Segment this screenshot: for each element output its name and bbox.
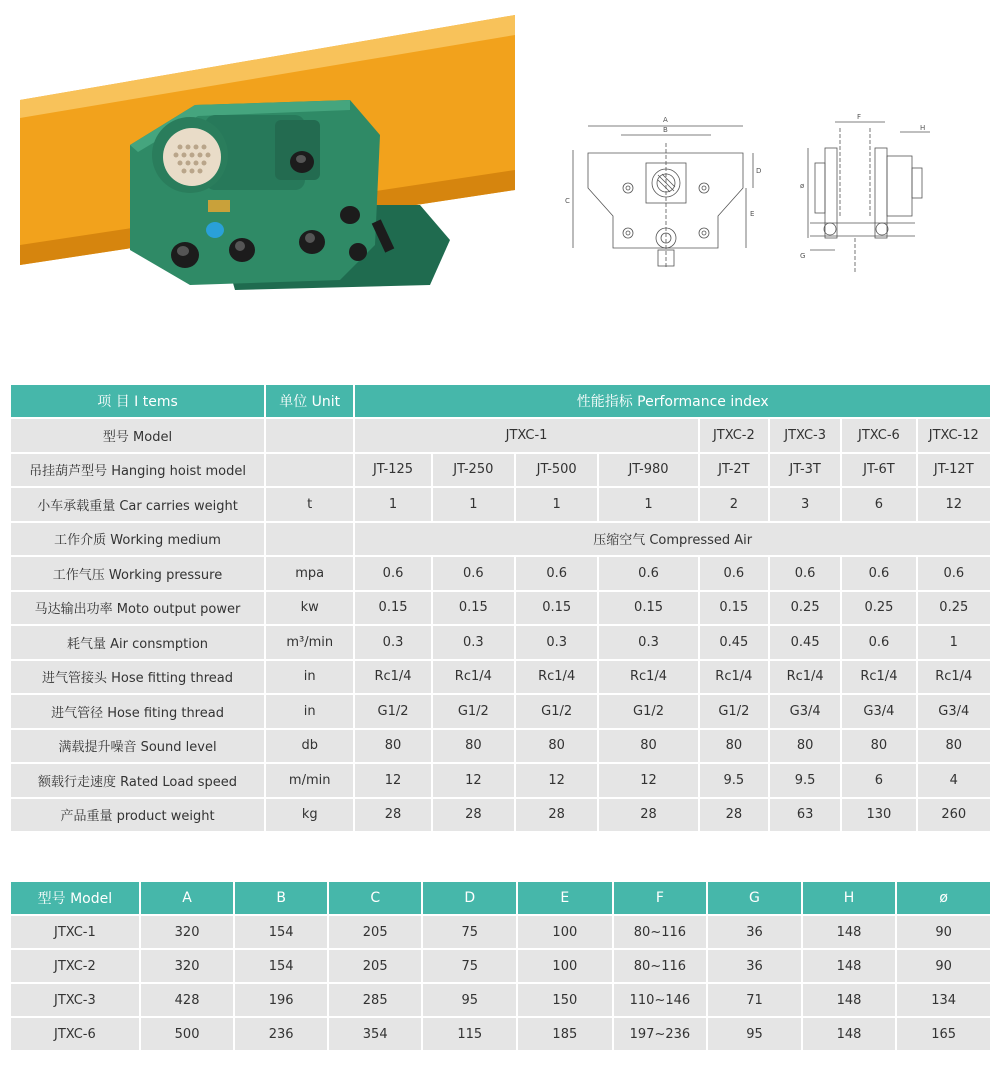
dimension-cell: 36 — [708, 950, 801, 982]
dimension-cell: 75 — [423, 950, 516, 982]
dimension-cell: 428 — [141, 984, 234, 1016]
dimension-cell: 154 — [235, 950, 327, 982]
value-cell: 3 — [770, 488, 840, 521]
merged-value-cell: 压缩空气 Compressed Air — [355, 523, 990, 556]
dimension-cell: 134 — [897, 984, 990, 1016]
dimension-cell: 354 — [329, 1018, 422, 1050]
dimension-cell: 148 — [803, 1018, 896, 1050]
dims-header-cell: H — [803, 882, 896, 914]
unit-cell: m/min — [266, 764, 353, 797]
dimension-cell: 205 — [329, 916, 422, 948]
dim-label-b: B — [663, 126, 668, 134]
value-cell: 80 — [599, 730, 697, 763]
unit-cell: t — [266, 488, 353, 521]
value-cell: Rc1/4 — [700, 661, 768, 694]
dimensions-table — [9, 880, 992, 1052]
dim-label-h: H — [920, 124, 926, 132]
dimension-cell: 185 — [518, 1018, 612, 1050]
unit-cell: in — [266, 661, 353, 694]
value-cell: 130 — [842, 799, 915, 832]
value-cell: G3/4 — [918, 695, 990, 728]
row-label: 进气管接头 Hose fitting thread — [11, 661, 264, 694]
value-cell: 28 — [599, 799, 697, 832]
dims-header-cell: B — [235, 882, 327, 914]
dimension-cell: 320 — [141, 916, 234, 948]
dimension-cell: 90 — [897, 916, 990, 948]
value-cell: 80 — [842, 730, 915, 763]
value-cell: G1/2 — [355, 695, 430, 728]
value-cell: 28 — [433, 799, 514, 832]
row-label: 型号 Model — [11, 419, 264, 452]
value-cell: 12 — [516, 764, 597, 797]
performance-header: 性能指标 Performance index — [355, 385, 990, 417]
value-cell: 0.6 — [842, 626, 915, 659]
value-cell: 6 — [842, 488, 915, 521]
dimension-cell: 100 — [518, 916, 612, 948]
dimension-cell: 148 — [803, 984, 896, 1016]
value-cell: 0.15 — [599, 592, 697, 625]
dim-label-g: G — [800, 252, 806, 260]
value-cell: JT-980 — [599, 454, 697, 487]
value-cell: 0.25 — [770, 592, 840, 625]
value-cell: JT-2T — [700, 454, 768, 487]
performance-spec-table — [9, 383, 992, 833]
unit-cell: db — [266, 730, 353, 763]
dim-label-dia: ø — [800, 182, 805, 190]
row-label: 工作介质 Working medium — [11, 523, 264, 556]
dimension-cell: 71 — [708, 984, 801, 1016]
value-cell: 9.5 — [700, 764, 768, 797]
value-cell: 0.45 — [700, 626, 768, 659]
spec-row — [11, 764, 990, 797]
dimension-cell: 205 — [329, 950, 422, 982]
model-cell: JTXC-3 — [11, 984, 139, 1016]
dims-header-cell: E — [518, 882, 612, 914]
model-cell: JTXC-1 — [11, 916, 139, 948]
value-cell: 80 — [516, 730, 597, 763]
dimension-cell: 196 — [235, 984, 327, 1016]
value-cell: JT-12T — [918, 454, 990, 487]
value-cell: 0.15 — [355, 592, 430, 625]
dimension-cell: 197~236 — [614, 1018, 707, 1050]
spec-row — [11, 730, 990, 763]
value-cell: G1/2 — [433, 695, 514, 728]
dims-row — [11, 984, 990, 1016]
unit-cell — [266, 523, 353, 556]
model-cell: JTXC-6 — [11, 1018, 139, 1050]
unit-cell — [266, 419, 353, 452]
dimension-cell: 75 — [423, 916, 516, 948]
value-cell: Rc1/4 — [770, 661, 840, 694]
value-cell: 0.25 — [842, 592, 915, 625]
row-label: 额载行走速度 Rated Load speed — [11, 764, 264, 797]
dim-label-c: C — [565, 197, 570, 205]
dims-header-cell: F — [614, 882, 707, 914]
row-label: 小车承载重量 Car carries weight — [11, 488, 264, 521]
value-cell: 260 — [918, 799, 990, 832]
value-cell: 0.6 — [516, 557, 597, 590]
value-cell: 9.5 — [770, 764, 840, 797]
dimension-cell: 285 — [329, 984, 422, 1016]
value-cell: 28 — [516, 799, 597, 832]
value-cell: 80 — [355, 730, 430, 763]
row-label: 耗气量 Air consmption — [11, 626, 264, 659]
unit-cell: mpa — [266, 557, 353, 590]
dims-row — [11, 1018, 990, 1050]
dim-label-e: E — [750, 210, 755, 218]
value-cell: 28 — [700, 799, 768, 832]
model-jtxc12-cell: JTXC-12 — [918, 419, 990, 452]
value-cell: 28 — [355, 799, 430, 832]
value-cell: Rc1/4 — [842, 661, 915, 694]
dimension-cell: 110~146 — [614, 984, 707, 1016]
value-cell: 1 — [355, 488, 430, 521]
value-cell: 12 — [918, 488, 990, 521]
value-cell: G1/2 — [516, 695, 597, 728]
value-cell: 0.3 — [516, 626, 597, 659]
value-cell: 12 — [433, 764, 514, 797]
value-cell: 6 — [842, 764, 915, 797]
dimension-cell: 100 — [518, 950, 612, 982]
value-cell: Rc1/4 — [516, 661, 597, 694]
dim-label-d: D — [756, 167, 762, 175]
value-cell: 0.15 — [516, 592, 597, 625]
model-jtxc1-cell: JTXC-1 — [355, 419, 697, 452]
dimension-cell: 165 — [897, 1018, 990, 1050]
items-header: 项 目 I tems — [11, 385, 264, 417]
model-cell: JTXC-2 — [11, 950, 139, 982]
value-cell: JT-250 — [433, 454, 514, 487]
dimension-cell: 36 — [708, 916, 801, 948]
value-cell: Rc1/4 — [599, 661, 697, 694]
row-label: 产品重量 product weight — [11, 799, 264, 832]
row-label: 马达输出功率 Moto output power — [11, 592, 264, 625]
value-cell: 4 — [918, 764, 990, 797]
dims-header-row — [11, 882, 990, 914]
value-cell: 80 — [433, 730, 514, 763]
model-row — [11, 419, 990, 452]
value-cell: Rc1/4 — [918, 661, 990, 694]
value-cell: 0.6 — [433, 557, 514, 590]
value-cell: JT-500 — [516, 454, 597, 487]
dimension-cell: 150 — [518, 984, 612, 1016]
spec-row — [11, 488, 990, 521]
dimension-cell: 500 — [141, 1018, 234, 1050]
spec-header-row — [11, 385, 990, 417]
spec-row — [11, 523, 990, 556]
value-cell: G3/4 — [770, 695, 840, 728]
value-cell: 0.45 — [770, 626, 840, 659]
dim-label-f: F — [857, 113, 862, 121]
value-cell: 80 — [700, 730, 768, 763]
value-cell: JT-6T — [842, 454, 915, 487]
dimension-cell: 95 — [708, 1018, 801, 1050]
model-jtxc3-cell: JTXC-3 — [770, 419, 840, 452]
value-cell: G1/2 — [599, 695, 697, 728]
value-cell: 0.6 — [355, 557, 430, 590]
dimension-cell: 154 — [235, 916, 327, 948]
unit-cell — [266, 454, 353, 487]
unit-cell: kw — [266, 592, 353, 625]
value-cell: 80 — [918, 730, 990, 763]
value-cell: JT-3T — [770, 454, 840, 487]
dim-label-a: A — [663, 116, 668, 124]
value-cell: 63 — [770, 799, 840, 832]
value-cell: 0.25 — [918, 592, 990, 625]
row-label: 满载提升噪音 Sound level — [11, 730, 264, 763]
value-cell: 0.6 — [918, 557, 990, 590]
spec-row — [11, 454, 990, 487]
unit-header: 单位 Unit — [266, 385, 353, 417]
dimension-cell: 80~116 — [614, 916, 707, 948]
dims-row — [11, 916, 990, 948]
value-cell: 0.6 — [842, 557, 915, 590]
value-cell: G1/2 — [700, 695, 768, 728]
dimension-cell: 148 — [803, 916, 896, 948]
value-cell: 1 — [433, 488, 514, 521]
dims-header-cell: A — [141, 882, 234, 914]
value-cell: Rc1/4 — [433, 661, 514, 694]
dimension-cell: 148 — [803, 950, 896, 982]
spec-row — [11, 626, 990, 659]
value-cell: 0.15 — [433, 592, 514, 625]
row-label: 吊挂葫芦型号 Hanging hoist model — [11, 454, 264, 487]
dims-header-cell: D — [423, 882, 516, 914]
value-cell: 1 — [516, 488, 597, 521]
value-cell: 80 — [770, 730, 840, 763]
dims-header-cell: C — [329, 882, 422, 914]
value-cell: 1 — [599, 488, 697, 521]
unit-cell: kg — [266, 799, 353, 832]
value-cell: 0.3 — [433, 626, 514, 659]
product-photo — [20, 10, 515, 295]
dims-header-cell: 型号 Model — [11, 882, 139, 914]
dimension-cell: 320 — [141, 950, 234, 982]
spec-row — [11, 799, 990, 832]
value-cell: 0.3 — [355, 626, 430, 659]
value-cell: 1 — [918, 626, 990, 659]
front-view-drawing — [558, 108, 773, 278]
unit-cell: in — [266, 695, 353, 728]
value-cell: 0.6 — [770, 557, 840, 590]
spec-row — [11, 661, 990, 694]
value-cell: 12 — [599, 764, 697, 797]
value-cell: 12 — [355, 764, 430, 797]
value-cell: 0.15 — [700, 592, 768, 625]
side-view-drawing — [790, 108, 940, 278]
value-cell: 0.6 — [599, 557, 697, 590]
dimension-cell: 90 — [897, 950, 990, 982]
dimension-cell: 115 — [423, 1018, 516, 1050]
dimension-cell: 80~116 — [614, 950, 707, 982]
value-cell: 0.3 — [599, 626, 697, 659]
unit-cell: m³/min — [266, 626, 353, 659]
spec-row — [11, 592, 990, 625]
dimension-cell: 236 — [235, 1018, 327, 1050]
dims-row — [11, 950, 990, 982]
dimension-cell: 95 — [423, 984, 516, 1016]
value-cell: 2 — [700, 488, 768, 521]
dims-header-cell: ø — [897, 882, 990, 914]
value-cell: G3/4 — [842, 695, 915, 728]
value-cell: JT-125 — [355, 454, 430, 487]
value-cell: 0.6 — [700, 557, 768, 590]
spec-row — [11, 695, 990, 728]
row-label: 进气管径 Hose fiting thread — [11, 695, 264, 728]
dims-header-cell: G — [708, 882, 801, 914]
model-jtxc6-cell: JTXC-6 — [842, 419, 915, 452]
spec-row — [11, 557, 990, 590]
value-cell: Rc1/4 — [355, 661, 430, 694]
model-jtxc2-cell: JTXC-2 — [700, 419, 768, 452]
row-label: 工作气压 Working pressure — [11, 557, 264, 590]
